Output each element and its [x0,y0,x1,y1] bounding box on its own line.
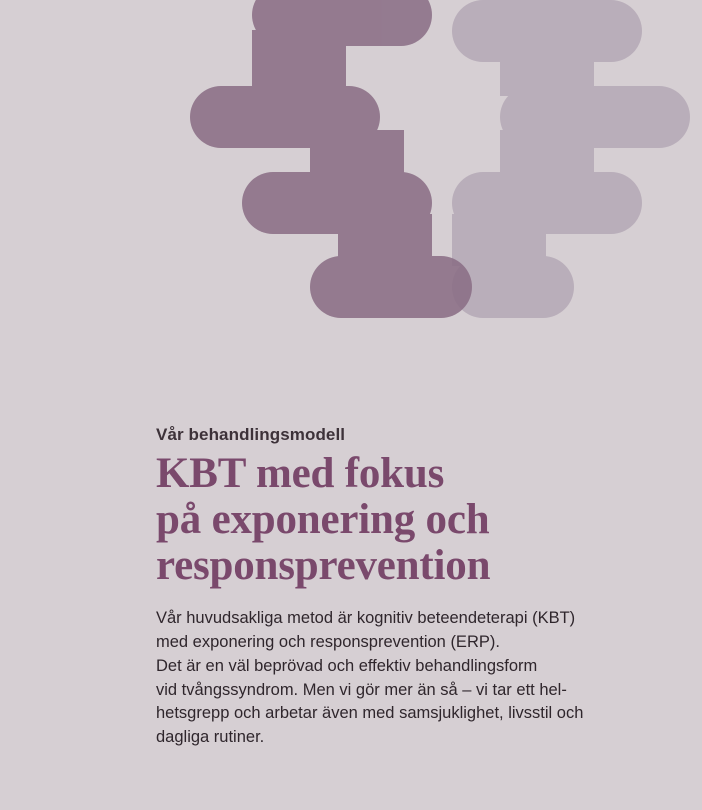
abstract-interlocking-shapes-graphic [0,0,702,330]
body-paragraph [156,607,646,750]
body-line-6: dagliga rutiner. [156,728,265,747]
page-title [156,451,646,589]
content-block [156,425,646,750]
body-line-4: vid tvångssyndrom. Men vi gör mer än så – vi tar ett hel- [156,680,567,699]
body-line-2: med exponering och responsprevention (ERP). [156,633,500,652]
body-line-3: Det är en väl beprövad och effektiv behandlingsform [156,656,538,675]
headline-line-1: KBT med fokus [156,450,445,498]
body-line-1: Vår huvudsakliga metod är kognitiv beteendeterapi (KBT) [156,609,576,628]
shape-group-light [452,0,690,318]
shape-group-dark [190,0,472,318]
headline-line-3: responsprevention [156,542,491,590]
body-line-5: hetsgrepp och arbetar även med samsjuklighet, livsstil och [156,704,584,723]
headline-line-2: på exponering och [156,496,490,544]
eyebrow-label: Vår behandlingsmodell [156,425,346,444]
